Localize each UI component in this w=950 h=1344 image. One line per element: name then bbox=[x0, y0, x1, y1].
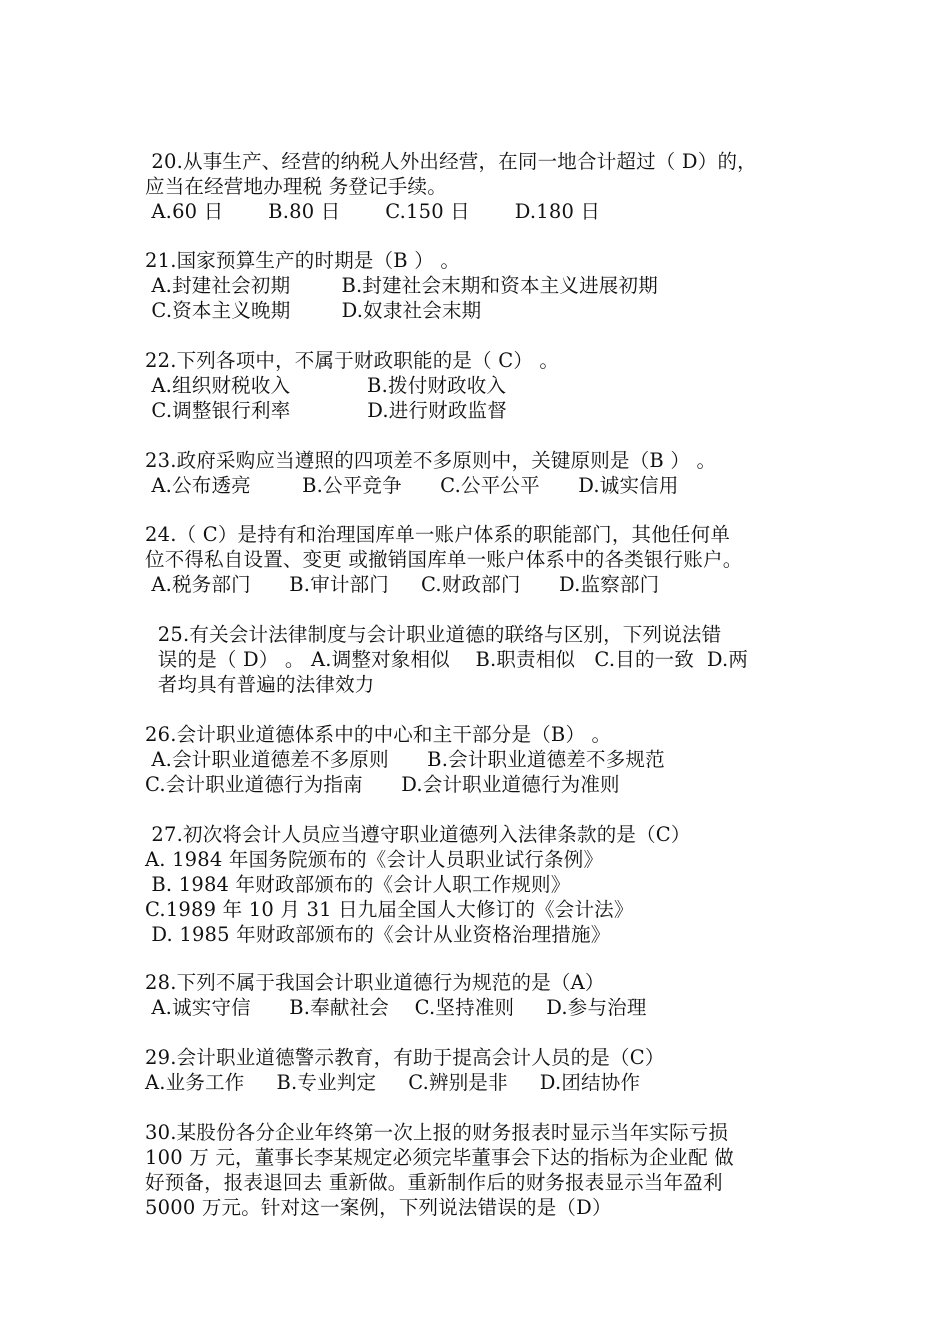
answer-options: C.资本主义晚期 D.奴隶社会末期 bbox=[145, 299, 482, 322]
answer-options: A.会计职业道德差不多原则 B.会计职业道德差不多规范 bbox=[145, 748, 665, 771]
answer-options: A.60 日 B.80 日 C.150 日 D.180 日 bbox=[145, 200, 601, 223]
answer-option: D. 1985 年财政部颁布的《会计从业资格治理措施》 bbox=[145, 923, 611, 946]
question-30 bbox=[145, 1120, 825, 1220]
answer-options: A.诚实守信 B.奉献社会 C.坚持准则 D.参与治理 bbox=[145, 996, 647, 1019]
answer-options: A.税务部门 B.审计部门 C.财政部门 D.监察部门 bbox=[145, 573, 660, 596]
question-line: 误的是（ D） 。 A.调整对象相似 B.职责相似 C.目的一致 D.两 bbox=[145, 648, 749, 671]
question-21 bbox=[145, 248, 825, 323]
question-line: 21.国家预算生产的时期是（B ） 。 bbox=[145, 249, 461, 272]
answer-option: A. 1984 年国务院颁布的《会计人员职业试行条例》 bbox=[145, 848, 604, 871]
answer-options: A.业务工作 B.专业判定 C.辨别是非 D.团结协作 bbox=[145, 1071, 641, 1094]
question-line: 22.下列各项中，不属于财政职能的是（ C） 。 bbox=[145, 349, 560, 372]
answer-options: C.调整银行利率 D.进行财政监督 bbox=[145, 399, 507, 422]
answer-options: A.组织财税收入 B.拨付财政收入 bbox=[145, 374, 507, 397]
question-line: 24.（ C）是持有和治理国库单一账户体系的职能部门，其他任何单 bbox=[145, 523, 731, 546]
answer-option: B. 1984 年财政部颁布的《会计人职工作规则》 bbox=[145, 873, 571, 896]
answer-options: C.会计职业道德行为指南 D.会计职业道德行为准则 bbox=[145, 773, 620, 796]
question-line: 27.初次将会计人员应当遵守职业道德列入法律条款的是（C） bbox=[145, 823, 691, 846]
answer-option: C.1989 年 10 月 31 日九届全国人大修订的《会计法》 bbox=[145, 898, 634, 921]
question-line: 20.从事生产、经营的纳税人外出经营，在同一地合计超过（ D）的， bbox=[145, 150, 757, 173]
question-27 bbox=[145, 822, 825, 947]
question-line: 26.会计职业道德体系中的中心和主干部分是（B） 。 bbox=[145, 723, 612, 746]
question-line: 23.政府采购应当遵照的四项差不多原则中，关键原则是（B ） 。 bbox=[145, 449, 717, 472]
question-23 bbox=[145, 448, 825, 498]
question-line: 位不得私自设置、变更 或撤销国库单一账户体系中的各类银行账户。 bbox=[145, 548, 743, 571]
question-line: 29.会计职业道德警示教育，有助于提高会计人员的是（C） bbox=[145, 1046, 665, 1069]
question-line: 25.有关会计法律制度与会计职业道德的联络与区别，下列说法错 bbox=[145, 623, 722, 646]
question-20 bbox=[145, 149, 825, 224]
question-25 bbox=[145, 622, 825, 697]
answer-options: A.封建社会初期 B.封建社会末期和资本主义进展初期 bbox=[145, 274, 658, 297]
question-22 bbox=[145, 348, 825, 423]
question-line: 好预备，报表退回去 重新做。重新制作后的财务报表显示当年盈利 bbox=[145, 1171, 723, 1194]
question-24 bbox=[145, 522, 825, 597]
question-line: 者均具有普遍的法律效力 bbox=[145, 673, 375, 696]
question-29 bbox=[145, 1045, 825, 1095]
answer-options: A.公布透亮 B.公平竞争 C.公平公平 D.诚实信用 bbox=[145, 474, 679, 497]
question-line: 应当在经营地办理税 务登记手续。 bbox=[145, 175, 447, 198]
question-line: 100 万 元，董事长李某规定必须完毕董事会下达的指标为企业配 做 bbox=[145, 1146, 734, 1169]
question-line: 28.下列不属于我国会计职业道德行为规范的是（A） bbox=[145, 971, 605, 994]
question-26 bbox=[145, 722, 825, 797]
question-line: 30.某股份各分企业年终第一次上报的财务报表时显示当年实际亏损 bbox=[145, 1121, 729, 1144]
question-line: 5000 万元。针对这一案例，下列说法错误的是（D） bbox=[145, 1196, 612, 1219]
question-28 bbox=[145, 970, 825, 1020]
